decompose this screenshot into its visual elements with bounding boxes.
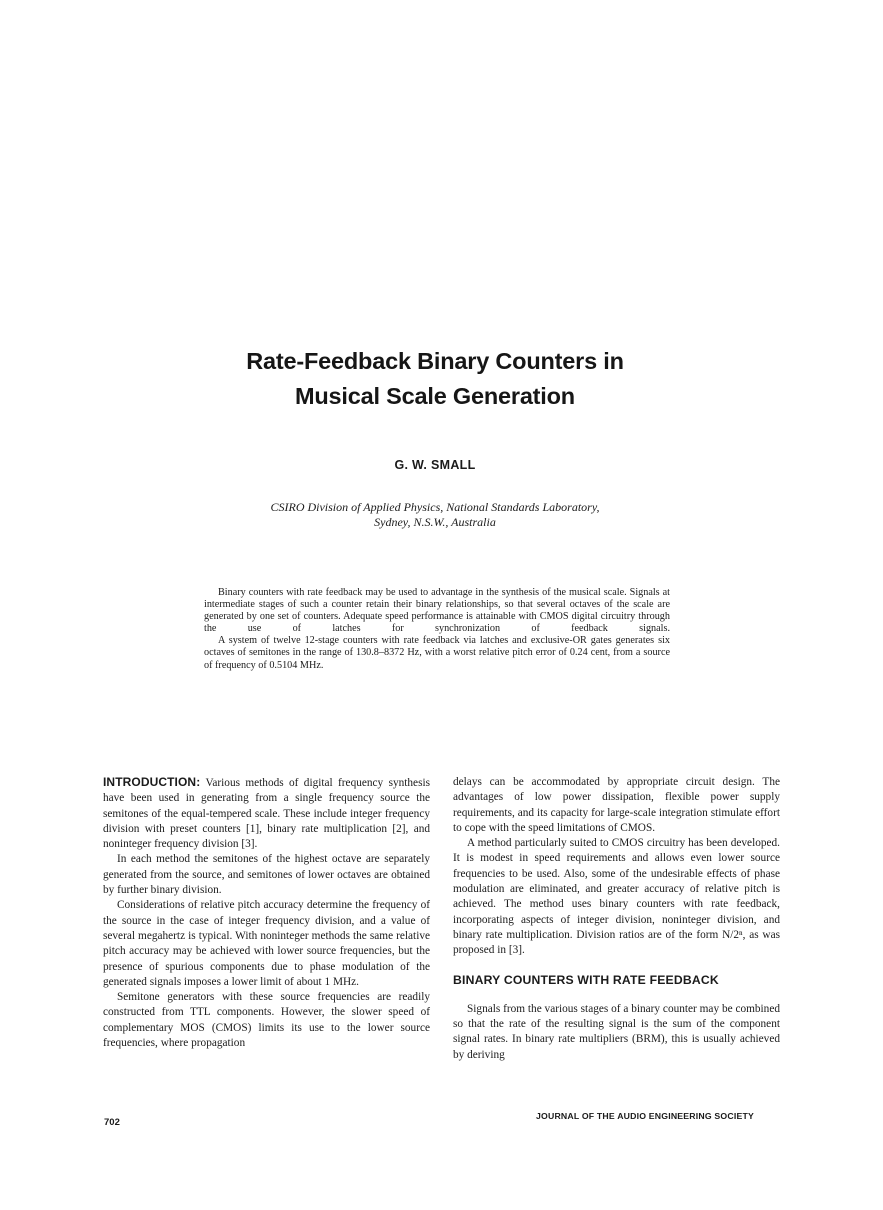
right-column (453, 775, 780, 1063)
title-line-1: Rate-Feedback Binary Counters in (246, 348, 624, 374)
journal-name: JOURNAL OF THE AUDIO ENGINEERING SOCIETY (536, 1111, 754, 1121)
affiliation-line-1: CSIRO Division of Applied Physics, National Standards Laboratory, (270, 500, 600, 514)
section-paragraph-1: Signals from the various stages of a binary counter may be combined so that the rate of the resulting signal is the sum of the component signal rates. In binary rate multipliers (BRM), this is usually achieved by deriving (453, 1002, 780, 1061)
title-line-2: Musical Scale Generation (295, 383, 575, 409)
intro-paragraph-1 (103, 775, 430, 852)
abstract-paragraph-1: Binary counters with rate feedback may be used to advantage in the synthesis of the musical scale. Signals at intermediate stages of such a counter retain their binary relationships, so that several octaves of the scale are generated by one set of counters. Adequate speed performance is attainable with CMOS digital circuitry through the use of latches for synchronization of feedback signals. (204, 587, 670, 635)
intro-paragraph-3: Considerations of relative pitch accuracy determine the frequency of the source in the case of integer frequency division, and a value of several megahertz is typical. With noninteger methods the same relative pitch accuracy may be achieved with lower source frequencies, but the presence of spurious components due to phase modulation of the generated signals imposes a lower limit of about 1 MHz. (103, 899, 430, 988)
intro-paragraph-6: A method particularly suited to CMOS circuitry has been developed. It is modest in speed requirements and allows even lower source frequencies to be used. Also, some of the undesirable effects of phase modulation are eliminated, and greater accuracy of relative pitch is achieved. The method uses binary counters with rate feedback, incorporating aspects of integer division, noninteger division, and binary rate multiplication. Division ratios are of the form N/2ⁿ, as was proposed in [3]. (453, 837, 780, 957)
intro-paragraph-5: delays can be accommodated by appropriate circuit design. The advantages of low power dissipation, flexible power supply requirements, and its capacity for large-scale integration stimulate effort to cope with the speed limitations of CMOS. (453, 776, 780, 834)
intro-paragraph-1-text: Various methods of digital frequency synthesis have been used in generating from a single frequency source the semitones of the equal-tempered scale. These include integer frequency division with preset counters [1], binary rate multiplication [2], and noninteger frequency division [3]. (103, 777, 430, 851)
affiliation-line-2: Sydney, N.S.W., Australia (374, 515, 496, 529)
introduction-heading: INTRODUCTION: (103, 775, 201, 789)
abstract (204, 587, 670, 672)
author-name: G. W. SMALL (394, 458, 476, 472)
section-heading: BINARY COUNTERS WITH RATE FEEDBACK (453, 972, 719, 987)
paper-title (150, 344, 720, 414)
page-number: 702 (104, 1117, 120, 1128)
left-column (103, 775, 430, 1051)
abstract-paragraph-2: A system of twelve 12-stage counters with rate feedback via latches and exclusive-OR gates generates six octaves of semitones in the range of 130.8–8372 Hz, with a worst relative pitch error of 0.24 cent, from a source of frequency of 0.5104 MHz. (204, 635, 670, 671)
intro-paragraph-2: In each method the semitones of the highest octave are separately generated from the source, and semitones of lower octaves are obtained by further binary division. (103, 853, 430, 897)
intro-paragraph-4: Semitone generators with these source frequencies are readily constructed from TTL components. However, the slower speed of complementary MOS (CMOS) limits its use to the lower source frequencies, where propagation (103, 991, 430, 1050)
author-affiliation (200, 500, 670, 530)
